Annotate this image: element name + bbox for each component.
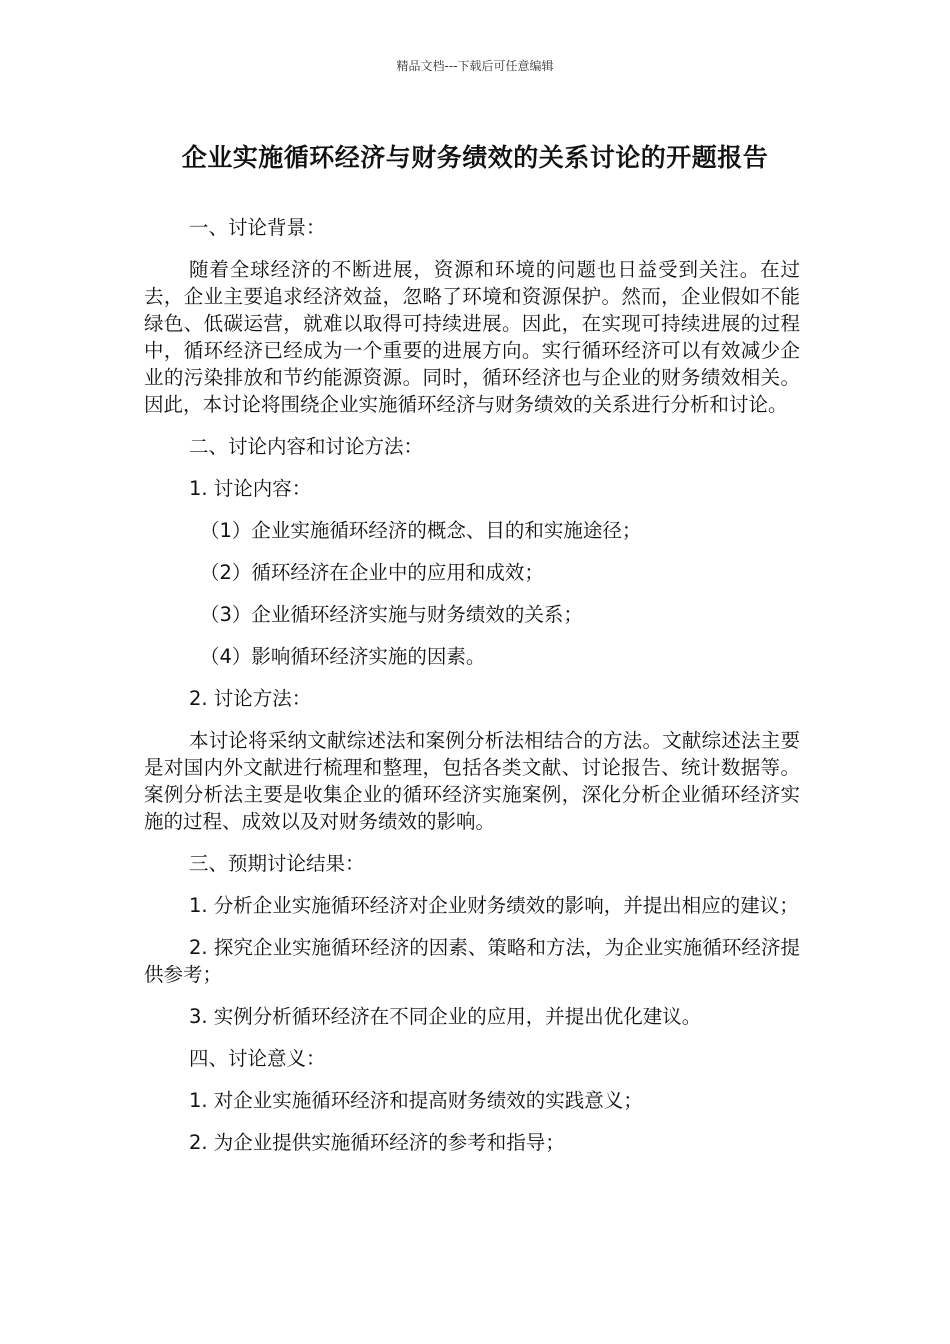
result-item-3: 3. 实例分析循环经济在不同企业的应用，并提出优化建议。 — [189, 1005, 702, 1028]
content-item-4: （4）影响循环经济实施的因素。 — [200, 645, 486, 668]
significance-item-1: 1. 对企业实施循环经济和提高财务绩效的实践意义； — [189, 1089, 643, 1112]
section-3-heading: 三、预期讨论结果： — [189, 852, 365, 875]
content-item-2: （2）循环经济在企业中的应用和成效； — [200, 561, 544, 584]
section-2-content-heading: 1. 讨论内容： — [189, 477, 312, 500]
significance-item-2: 2. 为企业提供实施循环经济的参考和指导； — [189, 1131, 565, 1154]
result-item-2: 2. 探究企业实施循环经济的因素、策略和方法，为企业实施循环经济提供参考； — [144, 936, 800, 986]
section-2-method-heading: 2. 讨论方法： — [189, 687, 312, 710]
section-1-heading: 一、讨论背景： — [189, 216, 326, 239]
document-title: 企业实施循环经济与财务绩效的关系讨论的开题报告 — [181, 143, 769, 172]
section-2-method-paragraph: 本讨论将采纳文献综述法和案例分析法相结合的方法。文献综述法主要是对国内外文献进行梳理和整理，包括各类文献、讨论报告、统计数据等。案例分析法主要是收集企业的循环经济实施案例，深化分析企业循环经济实施的过程、成效以及对财务绩效的影响。 — [144, 729, 800, 833]
section-1-paragraph: 随着全球经济的不断进展，资源和环境的问题也日益受到关注。在过去，企业主要追求经济效益，忽略了环境和资源保护。然而，企业假如不能绿色、低碳运营，就难以取得可持续进展。因此，在实现可持续进展的过程中，循环经济已经成为一个重要的进展方向。实行循环经济可以有效减少企业的污染排放和节约能源资源。同时，循环经济也与企业的财务绩效相关。因此，本讨论将围绕企业实施循环经济与财务绩效的关系进行分析和讨论。 — [144, 258, 800, 416]
section-4-heading: 四、讨论意义： — [189, 1047, 326, 1070]
section-2-heading: 二、讨论内容和讨论方法： — [189, 435, 424, 458]
content-item-3: （3）企业循环经济实施与财务绩效的关系； — [200, 603, 583, 626]
document-body — [144, 214, 800, 1171]
header-note: 精品文档---下载后可任意编辑 — [396, 59, 554, 73]
content-item-1: （1）企业实施循环经济的概念、目的和实施途径； — [200, 519, 642, 542]
result-item-1: 1. 分析企业实施循环经济对企业财务绩效的影响，并提出相应的建议； — [189, 894, 799, 917]
